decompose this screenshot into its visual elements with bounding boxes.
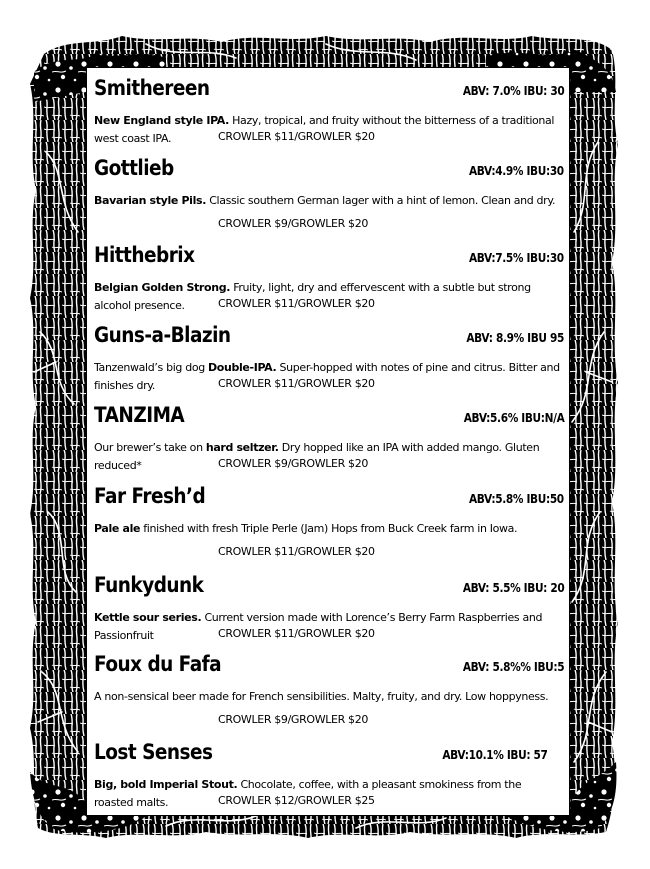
beer-abv-ibu: ABV:10.1% IBU: 57 xyxy=(442,748,548,762)
beer-style: hard seltzer. xyxy=(205,441,279,454)
beer-price: CROWLER $11/GROWLER $20 xyxy=(218,296,375,310)
beer-name: Far Fresh’d xyxy=(94,484,206,508)
beer-abv-ibu: ABV:5.6% IBU:N/A xyxy=(463,411,564,425)
beer-abv-ibu: ABV:7.5% IBU:30 xyxy=(469,251,564,265)
beer-abv-ibu: ABV: 7.0% IBU: 30 xyxy=(462,84,564,98)
beer-style: Pale ale xyxy=(94,522,141,535)
beer-description-text: A non-sensical beer made for French sensibilities. Malty, fruity, and dry. Low hoppyness. xyxy=(94,690,549,703)
beer-price: CROWLER $9/GROWLER $20 xyxy=(218,456,368,470)
beer-description-text: Fruity, light, dry and effervescent with a subtle but strong alcohol presence. xyxy=(94,281,531,312)
beer-description-text: Dry hopped like an IPA with added mango. Gluten reduced* xyxy=(94,441,540,472)
beer-name: Funkydunk xyxy=(94,573,204,597)
beer-price: CROWLER $11/GROWLER $20 xyxy=(218,626,375,640)
beer-description-text: Classic southern German lager with a hint of lemon. Clean and dry. xyxy=(206,194,556,207)
beer-name: Hitthebrix xyxy=(94,243,195,267)
beer-price: CROWLER $12/GROWLER $25 xyxy=(218,793,375,807)
beer-abv-ibu: ABV: 5.5% IBU: 20 xyxy=(462,581,564,595)
beer-description-lead: Our brewer’s take on xyxy=(94,441,206,454)
beer-abv-ibu: ABV:5.8% IBU:50 xyxy=(469,492,564,506)
beer-style: Bavarian style Pils. xyxy=(94,194,207,207)
beer-description xyxy=(94,688,562,706)
beer-description-text: Hazy, tropical, and fruity without the bitterness of a traditional west coast IPA. xyxy=(94,114,555,145)
beer-price: CROWLER $9/GROWLER $20 xyxy=(218,217,368,230)
beer-name: TANZIMA xyxy=(94,403,185,427)
beer-style: Belgian Golden Strong. xyxy=(94,281,231,294)
beer-abv-ibu: ABV: 5.8%% IBU:5 xyxy=(462,660,564,674)
beer-description-text: Chocolate, coffee, with a pleasant smokiness from the roasted malts. xyxy=(94,778,522,809)
beer-name: Foux du Fafa xyxy=(94,652,222,676)
beer-price: CROWLER $11/GROWLER $20 xyxy=(218,376,375,390)
beer-style: New England style IPA. xyxy=(94,114,229,127)
beer-style: Kettle sour series. xyxy=(94,611,202,624)
beer-price: CROWLER $11/GROWLER $20 xyxy=(218,129,375,143)
beer-description-text: Super-hopped with notes of pine and citrus. Bitter and finishes dry. xyxy=(94,361,560,392)
beer-description-text: finished with fresh Triple Perle (Jam) Hops from Buck Creek farm in Iowa. xyxy=(140,522,518,535)
beer-abv-ibu: ABV:4.9% IBU:30 xyxy=(469,164,564,178)
beer-name: Gottlieb xyxy=(94,156,174,180)
beer-price: CROWLER $11/GROWLER $20 xyxy=(218,545,375,558)
beer-description-lead: Tanzenwald’s big dog xyxy=(94,361,208,374)
beer-description xyxy=(94,192,562,210)
beer-description xyxy=(94,520,562,538)
beer-price: CROWLER $9/GROWLER $20 xyxy=(218,713,368,726)
beer-name: Guns-a-Blazin xyxy=(94,323,231,347)
beer-abv-ibu: ABV: 8.9% IBU 95 xyxy=(466,331,564,345)
beer-name: Lost Senses xyxy=(94,740,213,764)
beer-style: Double-IPA. xyxy=(207,361,277,374)
beer-name: Smithereen xyxy=(94,76,210,100)
beer-style: Big, bold Imperial Stout. xyxy=(94,778,238,791)
beer-description-text: Current version made with Lorence’s Berry Farm Raspberries and Passionfruit xyxy=(94,611,543,642)
